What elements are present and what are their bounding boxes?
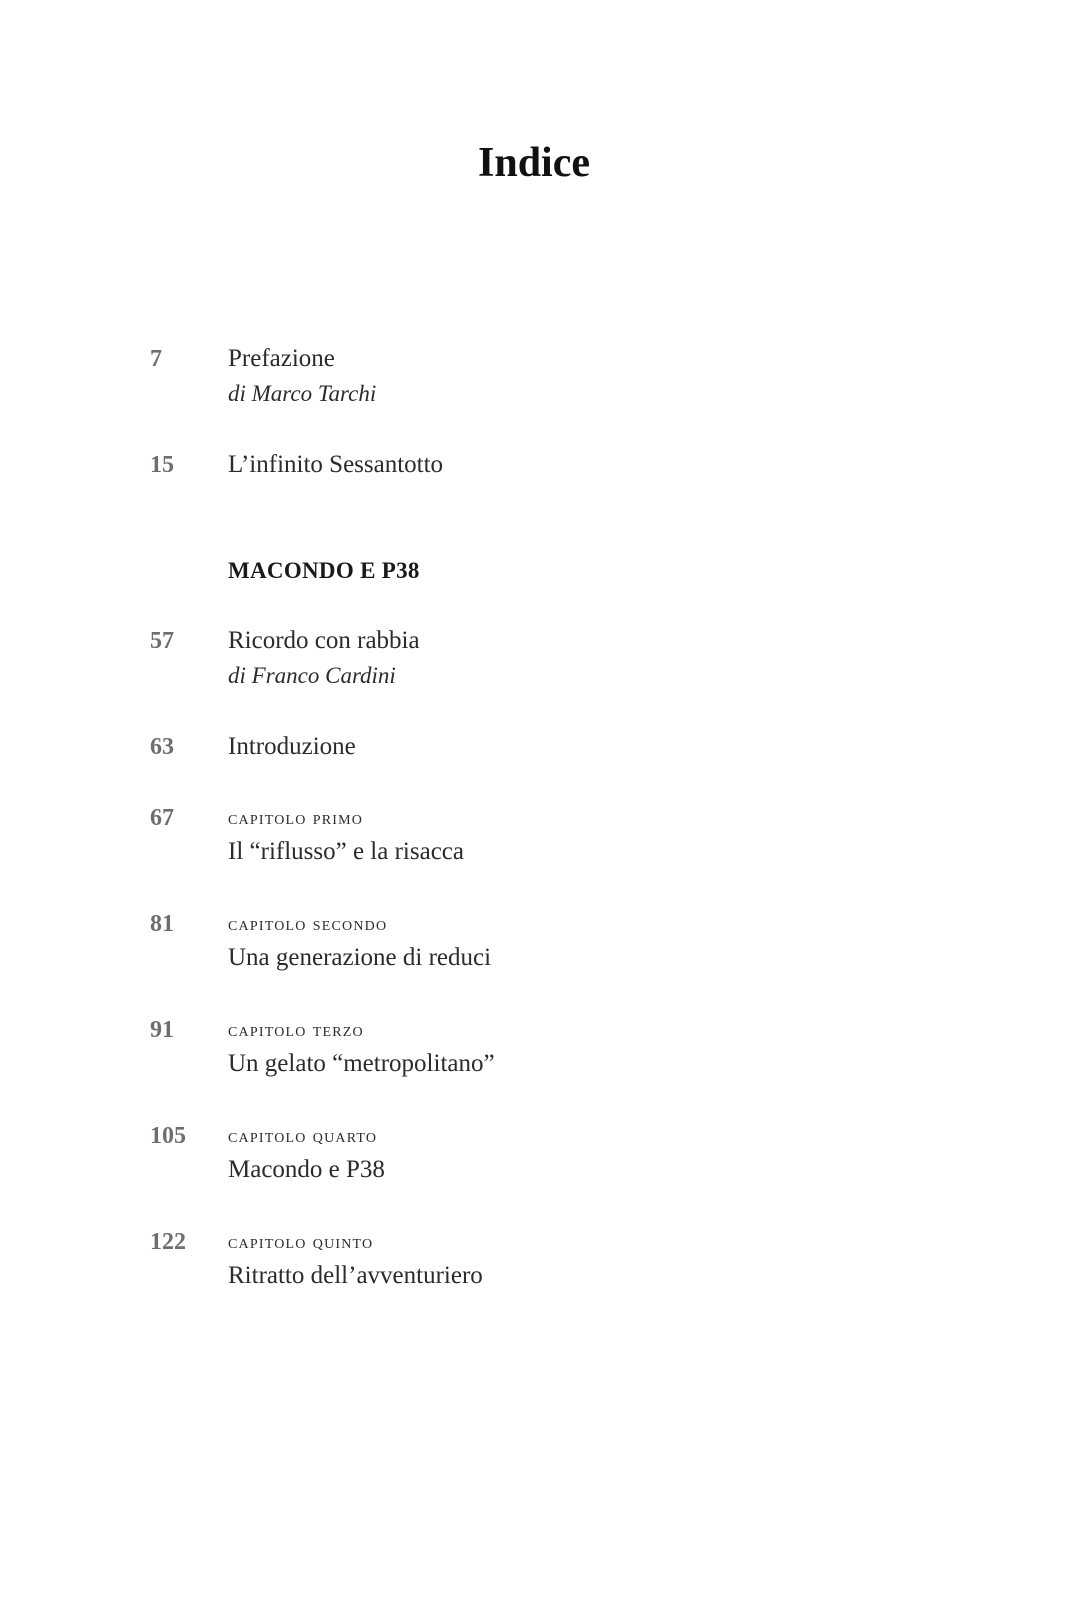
toc-page-number: 91 <box>150 1017 174 1043</box>
section-heading: MACONDO E P38 <box>228 558 420 583</box>
chapter-label: capitolo primo <box>228 807 364 829</box>
chapter-label: capitolo secondo <box>228 913 388 935</box>
toc-page-number: 63 <box>150 734 174 760</box>
toc-entry-title: Prefazione <box>228 345 335 372</box>
toc-entry-title: L’infinito Sessantotto <box>228 451 444 478</box>
toc-page-number: 57 <box>150 628 174 654</box>
page-title: Indice <box>477 140 590 186</box>
toc-page-number: 81 <box>150 911 174 937</box>
chapter-label: capitolo quarto <box>228 1125 378 1147</box>
chapter-title: Una generazione di reduci <box>228 944 492 971</box>
toc-entry-title: Ricordo con rabbia <box>228 627 420 654</box>
toc-page-number: 7 <box>150 346 162 372</box>
chapter-title: Un gelato “metropolitano” <box>228 1050 495 1077</box>
chapter-title: Ritratto dell’avventuriero <box>228 1262 483 1289</box>
chapter-label: capitolo quinto <box>228 1231 374 1253</box>
toc-page-number: 67 <box>150 805 174 831</box>
chapter-label: capitolo terzo <box>228 1019 364 1041</box>
toc-entry-title: Introduzione <box>228 733 356 760</box>
toc-page-number: 15 <box>150 452 174 478</box>
chapter-title: Il “riflusso” e la risacca <box>228 838 464 865</box>
toc-entry-author: di Franco Cardini <box>228 663 396 688</box>
toc-entry-author: di Marco Tarchi <box>228 381 377 406</box>
chapter-title: Macondo e P38 <box>228 1156 385 1183</box>
toc-page-number: 105 <box>150 1123 186 1149</box>
toc-page-number: 122 <box>150 1229 186 1255</box>
